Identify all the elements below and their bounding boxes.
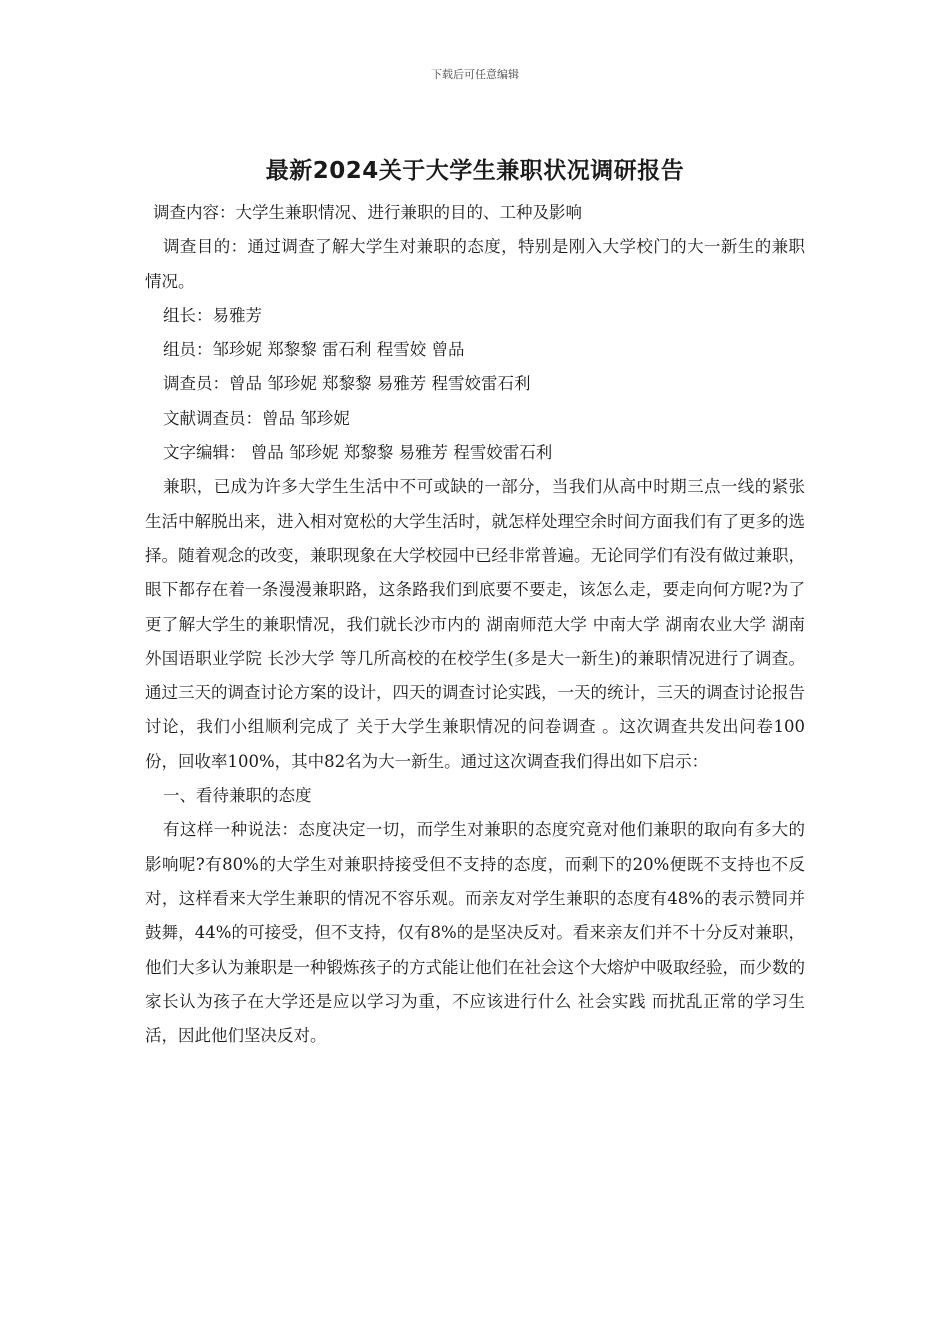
text-editors: 文字编辑： 曾品 邹珍妮 郑黎黎 易雅芳 程雪姣雷石利 <box>163 443 553 463</box>
section-paragraph: 有这样一种说法：态度决定一切，而学生对兼职的态度究竟对他们兼职的取向有多大的影响呢?有80%的大学生对兼职持接受但不支持的态度，而剩下的20%便既不支持也不反对，这样看来大学生兼职的情况不容乐观。而亲友对学生兼职的态度有48%的表示赞同并鼓舞，44%的可接受，但不支持，仅有8%的是坚决反对。看来亲友们并不十分反对兼职，他们大多认为兼职是一种锻炼孩子的方式能让他们在社会这个大熔炉中吸取经验，而少数的家长认为孩子在大学还是应以学习为重，不应该进行什么 社会实践 而扰乱正常的学习生活，因此他们坚决反对。 <box>145 820 805 1046</box>
intro-paragraph: 兼职，已成为许多大学生生活中不可或缺的一部分，当我们从高中时期三点一线的紧张生活中解脱出来，进入相对宽松的大学生活时，就怎样处理空余时间方面我们有了更多的选择。随着观念的改变，兼职现象在大学校园中已经非常普遍。无论同学们有没有做过兼职，眼下都存在着一条漫漫兼职路，这条路我们到底要不要走，该怎么走，要走向何方呢?为了更了解大学生的兼职情况，我们就长沙市内的 湖南师范大学 中南大学 湖南农业大学 湖南外国语职业学院 长沙大学 等几所高校的在校学生(多是大一新生)的兼职情况进行了调查。通过三天的调查讨论方案的设计，四天的调查讨论实践，一天的统计，三天的调查讨论报告讨论，我们小组顺利完成了 关于大学生兼职情况的问卷调查 。这次调查共发出问卷100份，回收率100%，其中82名为大一新生。通过这次调查我们得出如下启示： <box>145 477 805 771</box>
header-note: 下载后可任意编辑 <box>431 68 519 81</box>
survey-purpose: 调查目的：通过调查了解大学生对兼职的态度，特别是刚入大学校门的大一新生的兼职情况。 <box>145 237 805 291</box>
section-heading: 一、看待兼职的态度 <box>163 786 312 806</box>
team-members: 组员：邹珍妮 郑黎黎 雷石利 程雪姣 曾品 <box>163 340 465 360</box>
document-title: 最新2024关于大学生兼职状况调研报告 <box>265 158 685 184</box>
document-body <box>145 196 805 1053</box>
surveyors: 调查员：曾品 邹珍妮 郑黎黎 易雅芳 程雪姣雷石利 <box>163 374 531 394</box>
team-leader: 组长：易雅芳 <box>163 305 262 325</box>
survey-scope: 调查内容：大学生兼职情况、进行兼职的目的、工种及影响 <box>153 203 582 222</box>
literature-surveyors: 文献调查员：曾品 邹珍妮 <box>163 408 350 428</box>
